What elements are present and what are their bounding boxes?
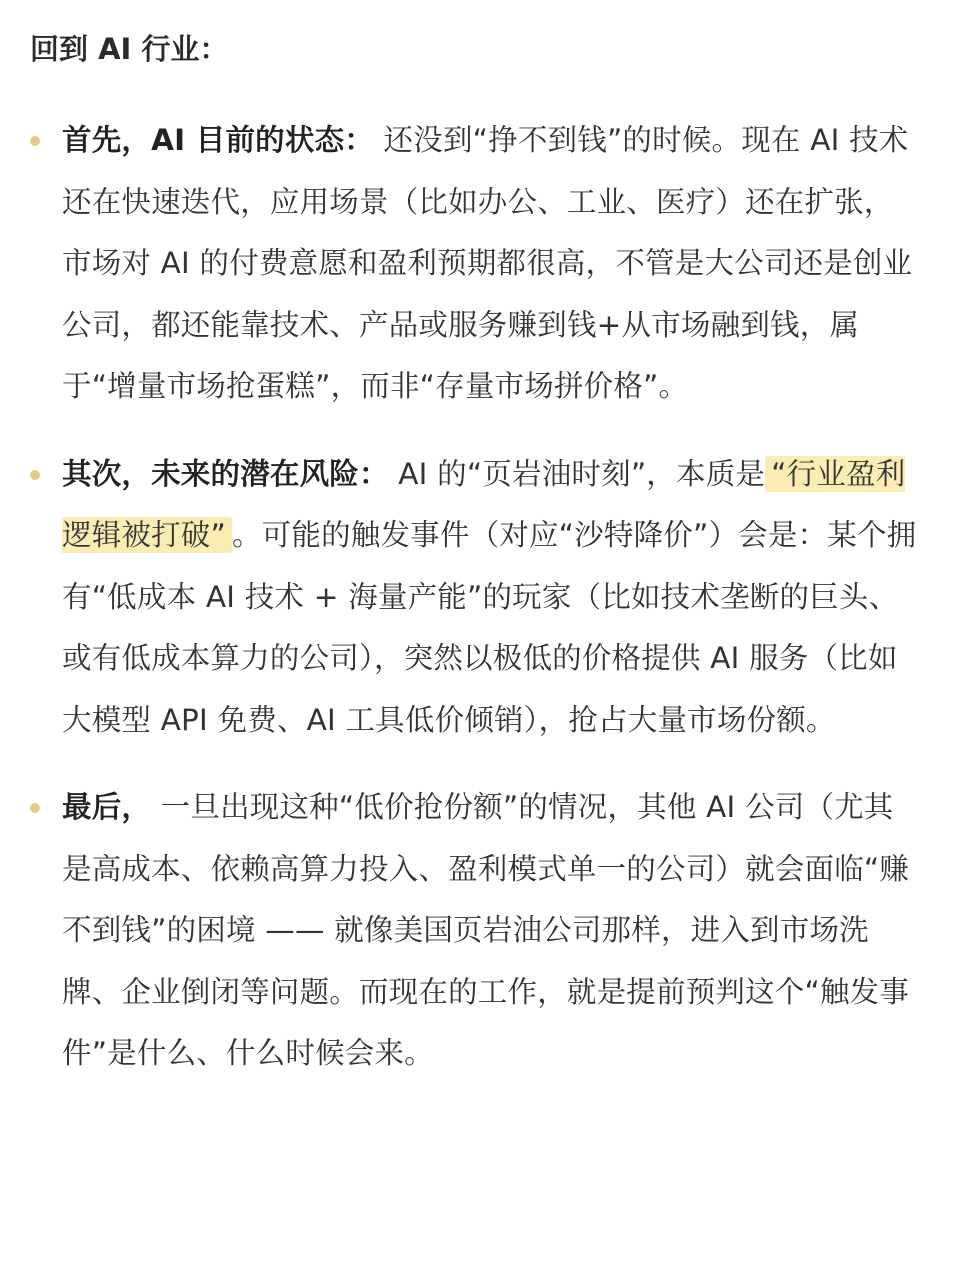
bullet-list bbox=[30, 110, 920, 1085]
item-body-before: AI 的“页岩油时刻”，本质是 bbox=[388, 456, 766, 491]
item-lead: 首先，AI 目前的状态： bbox=[62, 123, 374, 157]
list-item-conclusion bbox=[30, 777, 920, 1085]
item-lead: 最后， bbox=[62, 790, 152, 824]
item-body: 还没到“挣不到钱”的时候。现在 AI 技术还在快速迭代，应用场景（比如办公、工业、医疗）还在扩张，市场对 AI 的付费意愿和盈利预期都很高，不管是大公司还是创业公司，都还能靠技术、产品或服务赚到钱+从市场融到钱，属于“增量市场抢蛋糕”，而非“存量市场拼价格”。 bbox=[62, 123, 913, 403]
section-heading: 回到 AI 行业： bbox=[30, 32, 229, 66]
list-item-future-risk bbox=[30, 444, 920, 752]
highlighted-phrase: “行业盈利逻辑被打破” bbox=[62, 456, 906, 552]
bullet-dot-icon bbox=[30, 470, 40, 480]
item-lead: 其次，未来的潜在风险： bbox=[62, 456, 389, 491]
bullet-dot-icon bbox=[30, 803, 40, 813]
item-body-after: 。可能的触发事件（对应“沙特降价”）会是：某个拥有“低成本 AI 技术 + 海量产能”的玩家（比如技术垄断的巨头、或有低成本算力的公司），突然以极低的价格提供 AI 服务（比如大模型 API 免费、AI 工具低价倾销），抢占大量市场份额。 bbox=[62, 518, 917, 737]
list-item-current-state bbox=[30, 110, 920, 418]
bullet-dot-icon bbox=[30, 136, 40, 146]
item-body: 一旦出现这种“低价抢份额”的情况，其他 AI 公司（尤其是高成本、依赖高算力投入、盈利模式单一的公司）就会面临“赚不到钱”的困境 —— 就像美国页岩油公司那样，进入到市场洗牌、企业倒闭等问题。而现在的工作，就是提前预判这个“触发事件”是什么、什么时候会来。 bbox=[62, 790, 910, 1070]
